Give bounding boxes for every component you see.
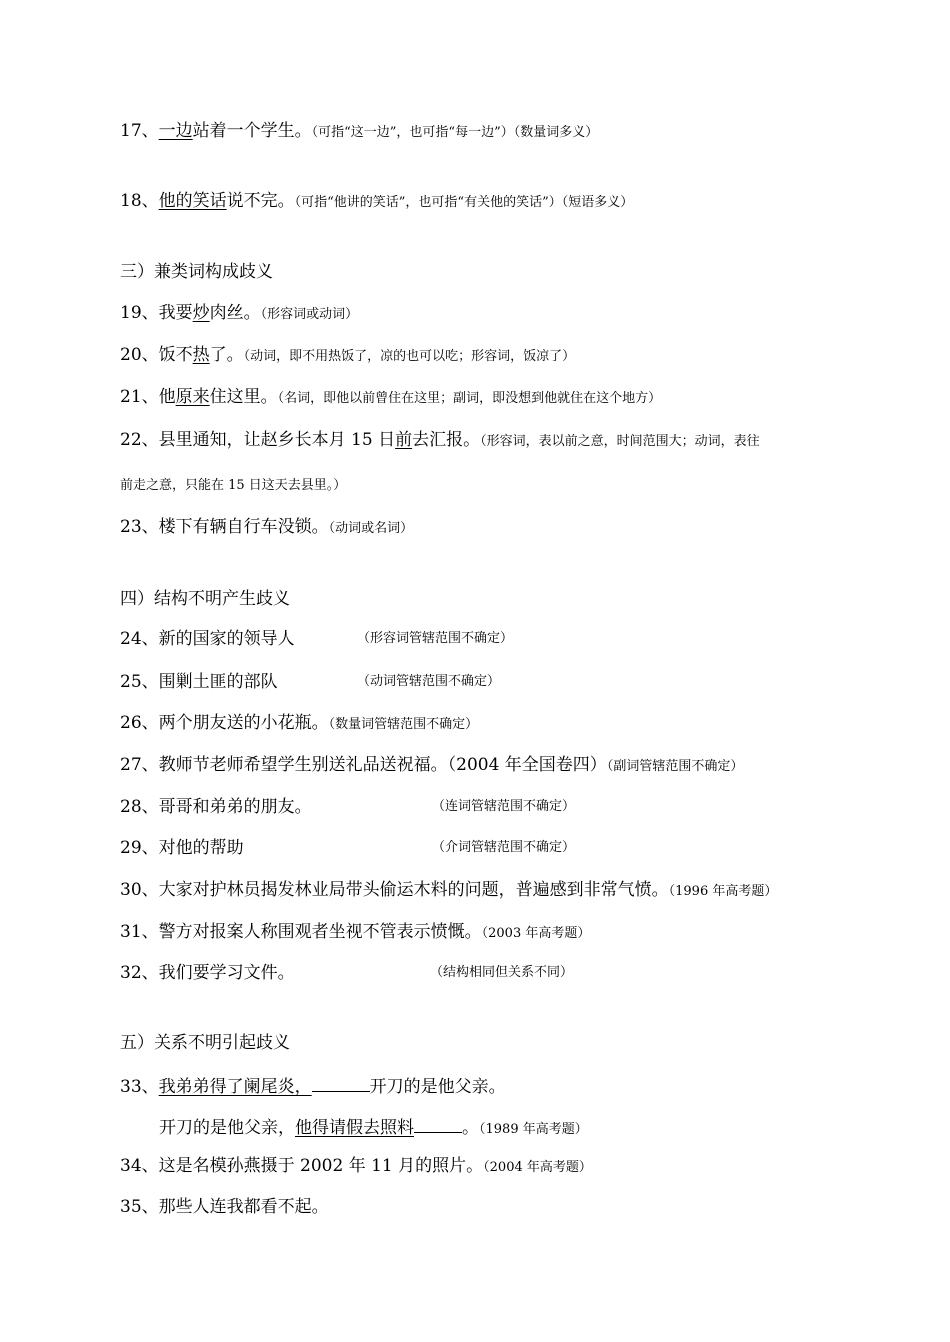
item-25 (120, 671, 278, 693)
item-note: （1996 年高考题） (668, 884, 778, 899)
fill-blank (312, 1073, 370, 1092)
item-number: 18、 (120, 191, 159, 211)
underlined-phrase: 原来 (175, 387, 210, 407)
underlined-phrase: 他的笑话 (158, 191, 227, 211)
item-35 (120, 1196, 329, 1218)
section-heading-4: 四）结构不明产生歧义 (120, 589, 290, 609)
item-34 (120, 1155, 592, 1179)
item-text: 30、大家对护林员揭发林业局带头偷运木料的问题，普遍感到非常气愤。 (120, 880, 669, 900)
item-text: 住这里。 (209, 387, 278, 407)
item-32 (120, 962, 295, 984)
item-30 (120, 879, 777, 903)
item-26 (120, 712, 478, 736)
item-22 (120, 429, 760, 453)
item-text: 22、县里通知，让赵乡长本月 15 日 (120, 430, 396, 450)
item-text: 。 (462, 1118, 479, 1138)
underlined-phrase: 炒 (192, 303, 210, 323)
item-text: 34、这是名模孙燕摄于 2002 年 11 月的照片。 (120, 1156, 484, 1176)
section-heading-3: 三）兼类词构成歧义 (120, 262, 273, 282)
item-note: （名词，即他以前曾住在这里；副词，即没想到他就住在这个地方） (277, 391, 662, 406)
item-28-note: （连词管辖范围不确定） (432, 799, 576, 814)
underlined-phrase: 他得请假去照料 (295, 1118, 414, 1138)
item-note: （2004 年高考题） (483, 1160, 592, 1175)
item-text: 24、新的国家的领导人 (120, 629, 295, 649)
item-text: 26、两个朋友送的小花瓶。 (120, 713, 329, 733)
fill-blank (414, 1114, 462, 1133)
item-text: 站着一个学生。 (192, 121, 312, 141)
item-27 (120, 754, 743, 778)
item-24-note: （形容词管辖范围不确定） (357, 631, 514, 646)
underlined-phrase: 一边 (158, 121, 193, 141)
underlined-phrase: 热 (192, 345, 210, 365)
item-25-note: （动词管辖范围不确定） (357, 674, 501, 689)
item-text: 29、对他的帮助 (120, 838, 244, 858)
item-note: （可指“他讲的笑话”，也可指“有关他的笑话”）（短语多义） (294, 195, 634, 210)
item-18 (120, 190, 633, 214)
item-text: 开刀的是他父亲， (159, 1118, 295, 1138)
item-text: 31、警方对报案人称围观者坐视不管表示愤慨。 (120, 922, 482, 942)
item-text: 19、我要 (120, 303, 193, 323)
item-note: （动词或名词） (328, 521, 414, 536)
item-23 (120, 516, 413, 540)
item-number: 17、 (120, 121, 159, 141)
item-text: 35、那些人连我都看不起。 (120, 1197, 329, 1217)
item-text: 开刀的是他父亲。 (369, 1077, 506, 1097)
item-note: （2003 年高考题） (481, 926, 591, 941)
item-33 (120, 1073, 506, 1098)
item-text: 32、我们要学习文件。 (120, 963, 295, 983)
item-note: （副词管辖范围不确定） (606, 759, 744, 774)
item-31 (120, 921, 590, 945)
item-note: （可指“这一边”，也可指“每一边”）（数量词多义） (311, 125, 599, 140)
item-24 (120, 628, 295, 650)
item-text: 23、楼下有辆自行车没锁。 (120, 517, 329, 537)
item-number: 33、 (120, 1077, 159, 1097)
underlined-phrase: 我弟弟得了阑尾炎， (158, 1077, 312, 1097)
item-note: （数量词管辖范围不确定） (328, 717, 479, 732)
item-22-note-continued: 前走之意，只能在 15 日这天去县里。） (120, 478, 347, 493)
underlined-phrase: 前 (395, 430, 413, 450)
item-text: 28、哥哥和弟弟的朋友。 (120, 797, 312, 817)
section-heading-5: 五）关系不明引起歧义 (120, 1033, 290, 1053)
item-note: （1989 年高考题） (479, 1122, 588, 1137)
item-text: 21、他 (120, 387, 176, 407)
item-28 (120, 796, 312, 818)
item-text: 了。 (209, 345, 244, 365)
item-note: （动词，即不用热饭了，凉的也可以吃；形容词，饭凉了） (243, 349, 576, 364)
item-text: 27、教师节老师希望学生别送礼品送祝福。（2004 年全国卷四） (120, 755, 607, 775)
item-20 (120, 344, 575, 368)
item-text: 肉丝。 (209, 303, 261, 323)
item-32-note: （结构相同但关系不同） (430, 965, 574, 980)
item-21 (120, 386, 661, 410)
item-text: 25、围剿土匪的部队 (120, 672, 278, 692)
item-33-second-line (159, 1114, 588, 1141)
item-29 (120, 837, 244, 859)
item-text: 说不完。 (226, 191, 295, 211)
item-note: （形容词，表以前之意，时间范围大；动词，表往 (480, 434, 760, 449)
item-text: 20、饭不 (120, 345, 193, 365)
item-29-note: （介词管辖范围不确定） (432, 840, 576, 855)
item-text: 去汇报。 (412, 430, 481, 450)
item-note: （形容词或动词） (260, 307, 359, 322)
item-19 (120, 302, 358, 326)
item-17 (120, 120, 598, 144)
